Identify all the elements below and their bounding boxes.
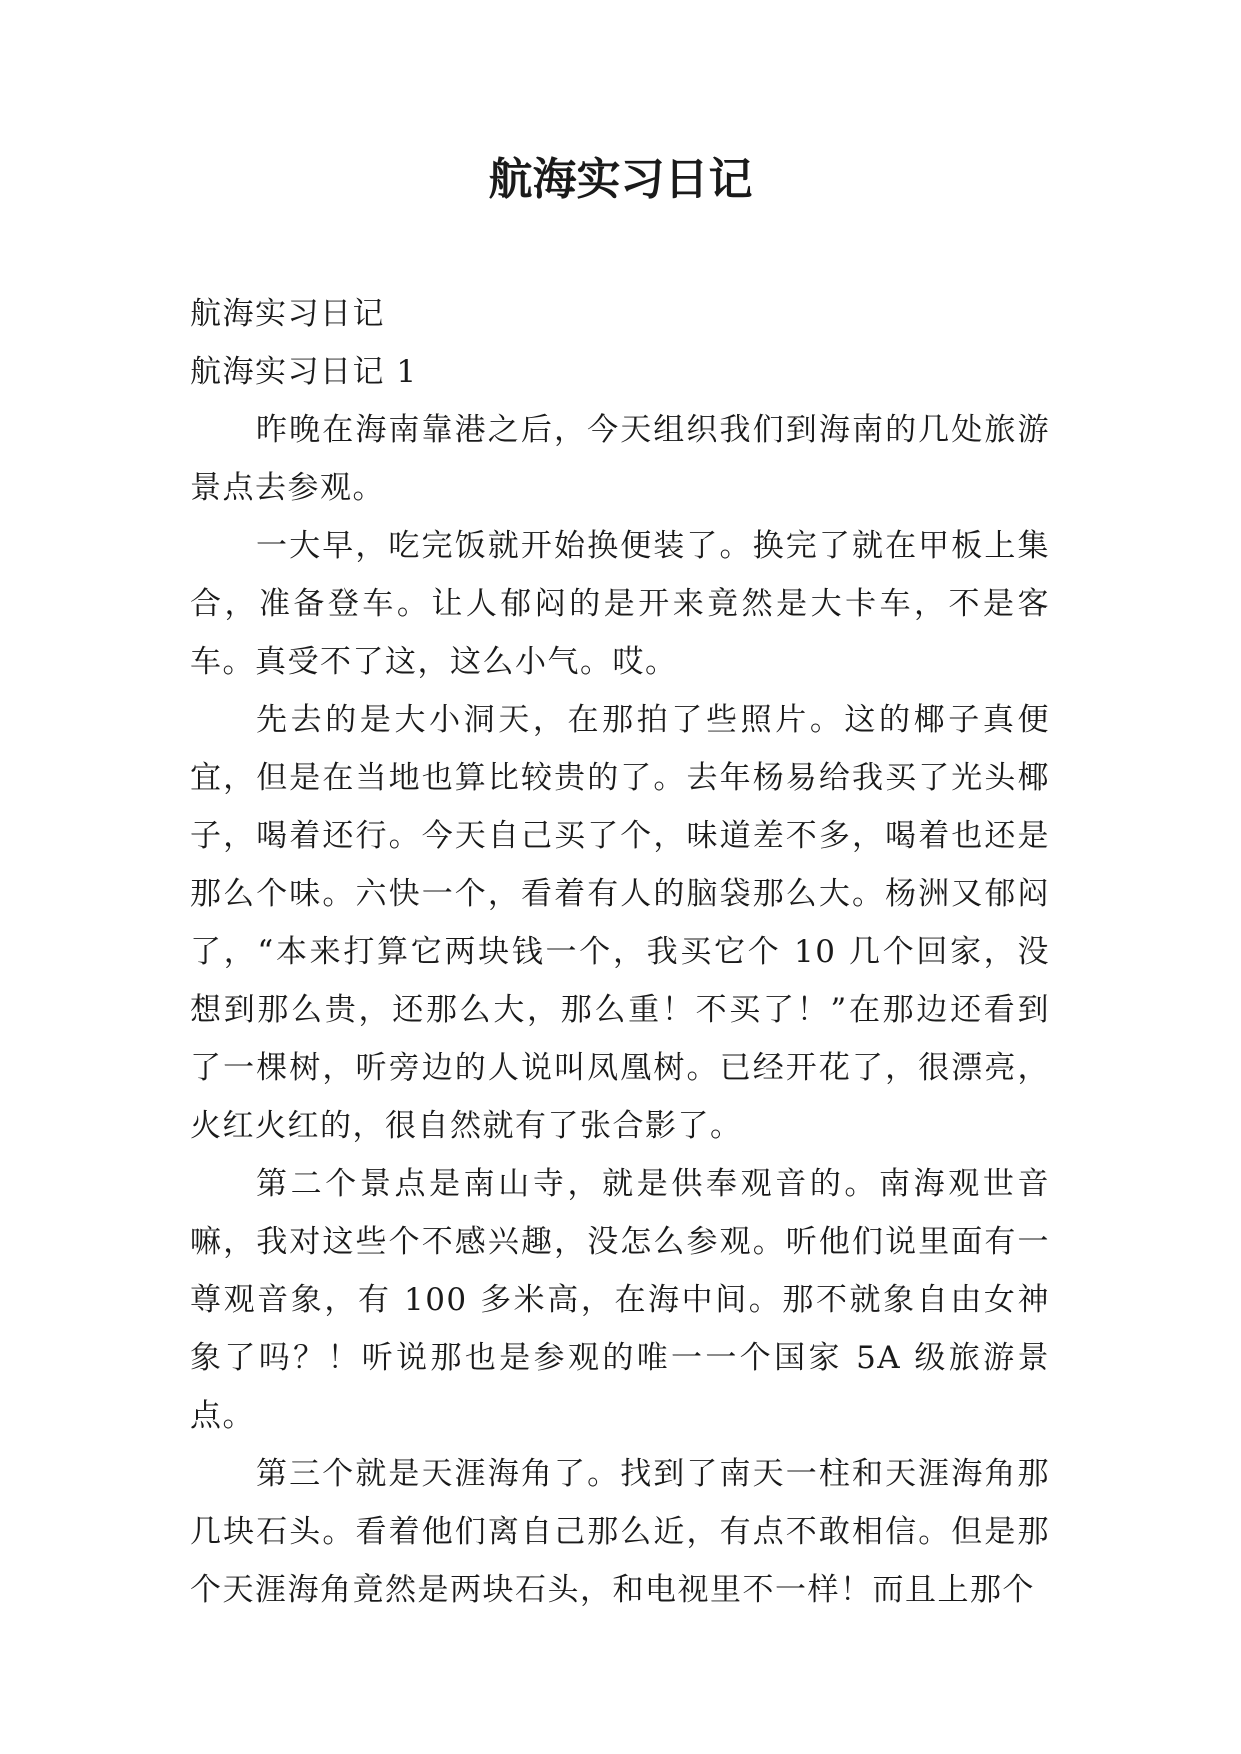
paragraph: 第二个景点是南山寺，就是供奉观音的。南海观世音嘛，我对这些个不感兴趣，没怎么参观。听他们说里面有一尊观音象，有 100 多米高，在海中间。那不就象自由女神象了吗？！听说那也是参观的唯一一个国家 5A 级旅游景点。 <box>190 1166 1050 1434</box>
section-heading: 航海实习日记 <box>190 296 385 332</box>
document-body <box>190 285 1050 1619</box>
paragraph: 先去的是大小洞天，在那拍了些照片。这的椰子真便宜，但是在当地也算比较贵的了。去年杨易给我买了光头椰子，喝着还行。今天自己买了个，味道差不多，喝着也还是那么个味。六快一个，看着有人的脑袋那么大。杨洲又郁闷了，“本来打算它两块钱一个，我买它个 10 几个回家，没想到那么贵，还那么大，那么重！不买了！”在那边还看到了一棵树，听旁边的人说叫凤凰树。已经开花了，很漂亮，火红火红的，很自然就有了张合影了。 <box>190 702 1050 1144</box>
paragraph: 一大早，吃完饭就开始换便装了。换完了就在甲板上集合，准备登车。让人郁闷的是开来竟然是大卡车，不是客车。真受不了这，这么小气。哎。 <box>190 528 1050 680</box>
document-title: 航海实习日记 <box>488 154 753 205</box>
section-subheading: 航海实习日记 1 <box>190 354 418 390</box>
paragraph: 昨晚在海南靠港之后，今天组织我们到海南的几处旅游景点去参观。 <box>190 412 1050 506</box>
paragraph: 第三个就是天涯海角了。找到了南天一柱和天涯海角那几块石头。看着他们离自己那么近，有点不敢相信。但是那个天涯海角竟然是两块石头，和电视里不一样！而且上那个 <box>190 1456 1050 1608</box>
